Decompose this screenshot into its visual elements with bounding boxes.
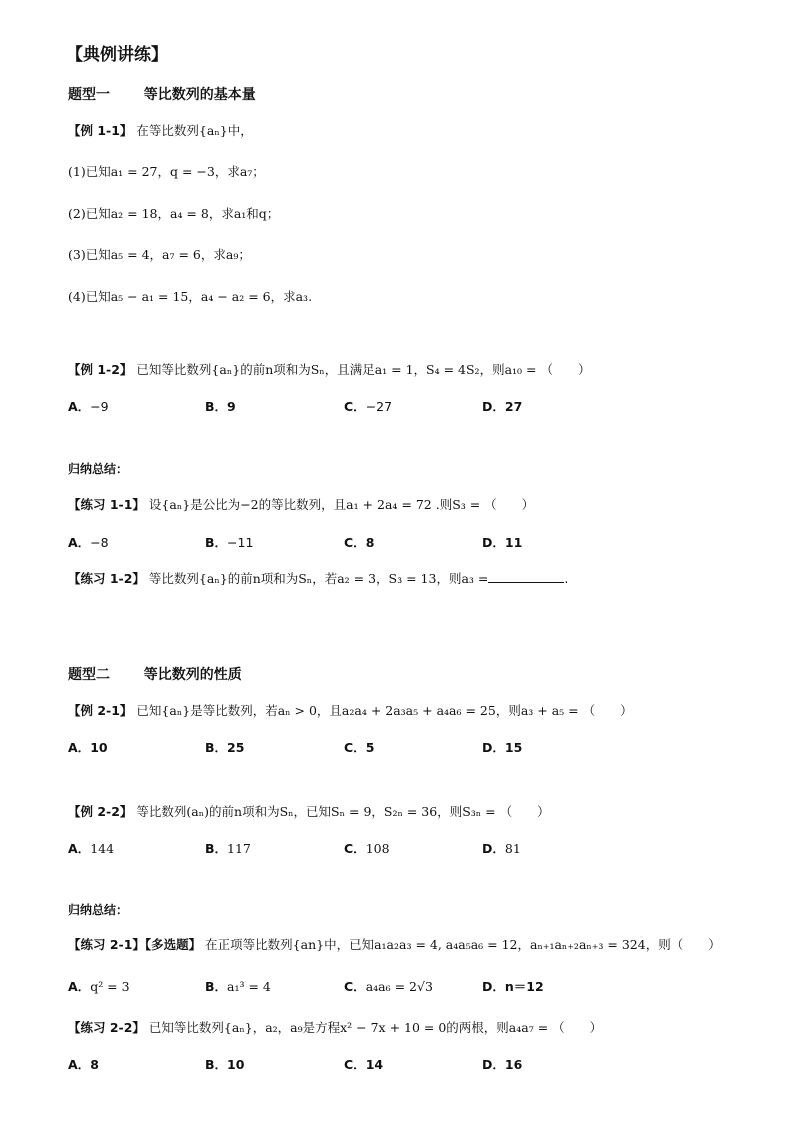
example-text: 等比数列(aₙ)的前n项和为Sₙ，已知Sₙ = 9，S₂ₙ = 36，则S₃ₙ = （ ）	[136, 804, 550, 819]
section-title-2	[68, 666, 242, 684]
practice-text: 在正项等比数列{an}中，已知a₁a₂a₃ = 4, a₄a₅a₆ = 12，aₙ₊₁aₙ₊₂aₙ₊₃ = 324，则（ ）	[205, 937, 721, 952]
option-value: 10	[227, 1057, 245, 1072]
option-value: 15	[504, 740, 523, 755]
option-letter: C．	[344, 979, 366, 994]
example-1-2	[68, 361, 590, 379]
option-value: a₁³ = 4	[227, 979, 271, 994]
option-a[interactable]	[68, 1056, 99, 1074]
option-a[interactable]	[68, 534, 109, 552]
sub-question-1: (1)已知a₁ = 27，q = −3，求a₇；	[68, 164, 265, 179]
sub-question-4: (4)已知a₅ − a₁ = 15，a₄ − a₂ = 6，求a₃.	[68, 289, 313, 304]
practice-text: 已知等比数列{aₙ}，a₂，a₉是方程x² − 7x + 10 = 0的两根，则a₄a₇ = （ ）	[148, 1020, 603, 1035]
practice-text: 等比数列{aₙ}的前n项和为Sₙ，若a₂ = 3，S₃ = 13，则a₃ =	[148, 571, 489, 586]
option-b[interactable]	[205, 739, 244, 757]
option-value: 8	[365, 535, 375, 550]
option-c[interactable]	[344, 534, 374, 552]
page-heading: 【典例讲练】	[66, 45, 168, 65]
practice-tag: 【练习 1-1】	[68, 497, 145, 512]
option-letter: A．	[68, 740, 91, 755]
example-tag: 【例 2-1】	[68, 703, 133, 718]
option-value: −8	[90, 535, 109, 550]
sub-question-2: (2)已知a₂ = 18，a₄ = 8，求a₁和q；	[68, 206, 280, 221]
example-tag: 【例 2-2】	[68, 804, 133, 819]
option-letter: B．	[205, 979, 228, 994]
practice-2-2	[68, 1019, 602, 1037]
practice-tag: 【练习 1-2】	[68, 571, 145, 586]
option-value: 11	[504, 535, 523, 550]
option-value: n＝12	[504, 979, 544, 994]
answer-blank[interactable]	[488, 570, 564, 583]
summary-label: 归纳总结：	[68, 462, 129, 476]
practice-text: 设{aₙ}是公比为−2的等比数列，且a₁ + 2a₄ = 72 .则S₃ = （ ）	[148, 497, 535, 512]
practice-2-1	[68, 936, 721, 954]
option-letter: D．	[482, 1057, 505, 1072]
option-letter: C．	[344, 399, 366, 414]
option-value: 9	[227, 399, 236, 414]
option-value: a₄a₆ = 2√3	[365, 979, 433, 994]
option-c[interactable]	[344, 840, 390, 858]
option-c[interactable]	[344, 978, 433, 996]
option-a[interactable]	[68, 978, 130, 996]
option-d[interactable]	[482, 840, 521, 858]
section-name-1: 等比数列的基本量	[143, 87, 256, 103]
example-2-1	[68, 702, 633, 720]
option-d[interactable]	[482, 398, 522, 416]
option-letter: D．	[482, 841, 505, 856]
example-text: 已知等比数列{aₙ}的前n项和为Sₙ，且满足a₁ = 1，S₄ = 4S₂，则a₁₀ = （ ）	[136, 362, 591, 377]
option-letter: A．	[68, 535, 91, 550]
option-a[interactable]	[68, 840, 114, 858]
option-letter: C．	[344, 1057, 366, 1072]
sentence-end: .	[564, 571, 569, 586]
summary-label: 归纳总结：	[68, 903, 129, 917]
option-letter: B．	[205, 841, 228, 856]
option-value: −9	[90, 399, 109, 414]
option-value: q² = 3	[90, 979, 130, 994]
option-letter: D．	[482, 399, 505, 414]
example-text: 在等比数列{aₙ}中，	[136, 123, 253, 138]
option-b[interactable]	[205, 398, 236, 416]
section-label-1: 题型一	[68, 87, 110, 103]
option-b[interactable]	[205, 840, 251, 858]
option-value: −27	[365, 399, 393, 414]
option-a[interactable]	[68, 739, 108, 757]
option-a[interactable]	[68, 398, 109, 416]
practice-1-1	[68, 496, 534, 514]
option-letter: B．	[205, 1057, 228, 1072]
option-b[interactable]	[205, 1056, 244, 1074]
option-value: −11	[227, 535, 254, 550]
practice-tag: 【练习 2-1】【多选题】	[68, 937, 202, 952]
practice-1-2	[68, 570, 568, 588]
option-value: 25	[227, 740, 245, 755]
option-letter: D．	[482, 740, 505, 755]
option-value: 5	[365, 740, 375, 755]
sub-question-3: (3)已知a₅ = 4，a₇ = 6，求a₉；	[68, 247, 251, 262]
option-d[interactable]	[482, 1056, 522, 1074]
option-d[interactable]	[482, 739, 522, 757]
option-value: 144	[90, 841, 115, 856]
option-c[interactable]	[344, 1056, 383, 1074]
option-letter: A．	[68, 979, 91, 994]
option-letter: B．	[205, 399, 228, 414]
option-value: 16	[504, 1057, 523, 1072]
option-c[interactable]	[344, 398, 392, 416]
example-tag: 【例 1-1】	[68, 123, 133, 138]
option-letter: D．	[482, 979, 505, 994]
option-c[interactable]	[344, 739, 374, 757]
option-letter: A．	[68, 1057, 91, 1072]
practice-tag: 【练习 2-2】	[68, 1020, 145, 1035]
option-letter: B．	[205, 535, 228, 550]
option-d[interactable]	[482, 978, 544, 996]
option-letter: D．	[482, 535, 505, 550]
option-b[interactable]	[205, 978, 271, 996]
example-2-2	[68, 803, 550, 821]
option-value: 10	[90, 740, 108, 755]
option-letter: C．	[344, 535, 366, 550]
option-value: 8	[90, 1057, 99, 1072]
option-letter: C．	[344, 740, 366, 755]
option-d[interactable]	[482, 534, 522, 552]
option-letter: C．	[344, 841, 366, 856]
example-text: 已知{aₙ}是等比数列，若aₙ > 0，且a₂a₄ + 2a₃a₅ + a₄a₆ = 25，则a₃ + a₅ = （ ）	[136, 703, 633, 718]
option-value: 27	[504, 399, 523, 414]
option-value: 108	[365, 841, 390, 856]
option-letter: A．	[68, 841, 91, 856]
example-1-1	[68, 122, 253, 140]
option-value: 81	[504, 841, 521, 856]
option-letter: A．	[68, 399, 91, 414]
section-title-1	[68, 86, 256, 104]
option-value: 117	[227, 841, 251, 856]
option-value: 14	[365, 1057, 384, 1072]
example-tag: 【例 1-2】	[68, 362, 133, 377]
section-name-2: 等比数列的性质	[143, 667, 242, 683]
option-b[interactable]	[205, 534, 253, 552]
section-label-2: 题型二	[68, 667, 110, 683]
option-letter: B．	[205, 740, 228, 755]
